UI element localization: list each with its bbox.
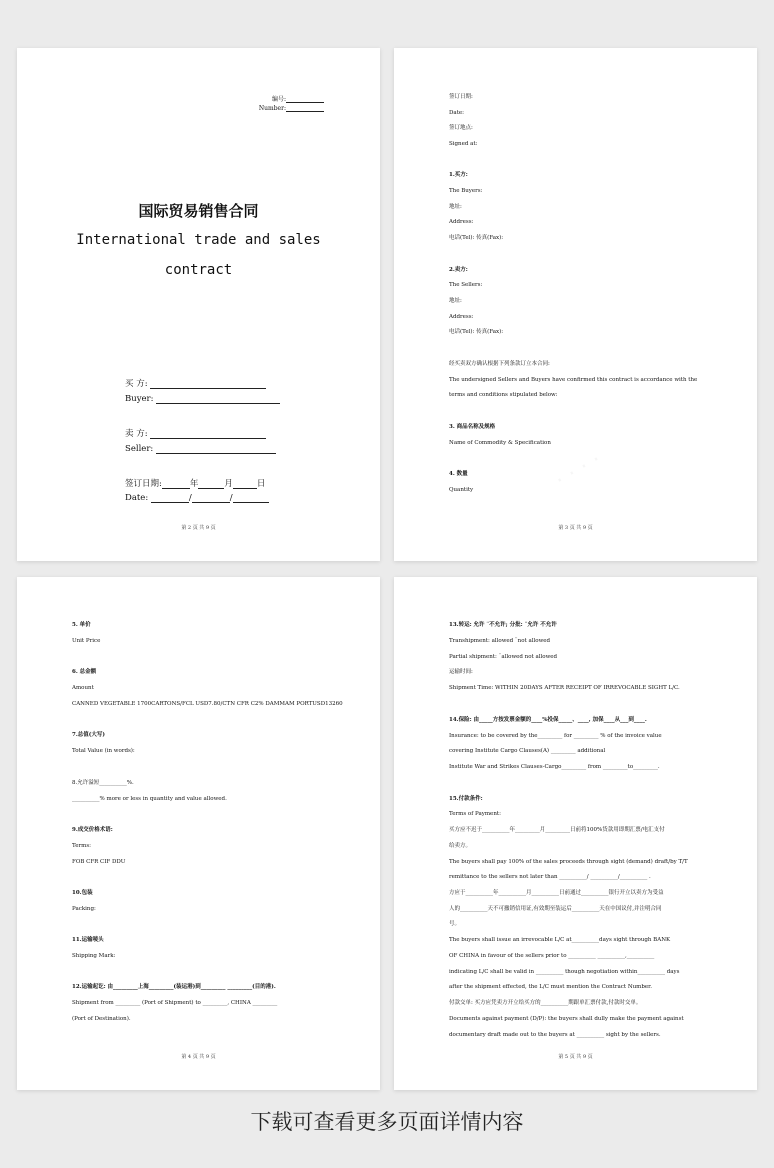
contract-text-line: OF CHINA in favour of the sellers prior to __________ __________,__________ [449,953,655,959]
month-label: 月 [224,479,233,489]
seller-cn-row [125,427,266,439]
contract-text-line: Shipment from _________ (Port of Shipment) to _________, CHINA _________ [72,1000,278,1006]
contract-text-line: 电话(Tel): 传真(Fax): [449,329,504,335]
contract-text-line: 电话(Tel): 传真(Fax): [449,235,504,241]
date-cn-row [125,477,265,489]
contract-text-line: 人的__________天不可撤销信用证,有效期至装运后__________天在中国议付,并注明合同 [449,906,662,912]
contract-text-line: 签订地点: [449,125,473,131]
contract-text-line: 运输时间: [449,669,473,675]
contract-text-line: Address: [449,219,474,225]
contract-text-line: The Sellers: [449,282,483,288]
contract-text-line: 给卖方。 [449,843,472,849]
download-more-caption[interactable]: 下载可查看更多页面详情内容 [250,1110,524,1134]
page-footer: 第 3 页 共 9 页 [558,525,593,531]
contract-text-line: 地址: [449,204,462,210]
contract-text-line: 2.卖方: [449,267,468,273]
seller-en-row [125,444,276,454]
contract-text-line: Unit Price [72,638,101,644]
contract-text-line: indicating L/C shall be valid in __________ though negotiation within__________ days [449,969,680,975]
contract-text-line: Address: [449,314,474,320]
contract-text-line: 买方应不迟于__________年_________月_________日前将100%货款用即期汇票/电汇支付 [449,827,665,833]
contract-number-blank [286,102,324,103]
contract-text-line: CANNED VEGETABLE 1700CARTONS/FCL USD7.80/CTN CFR C2% DAMMAM PORTUSD13260 [72,701,343,707]
contract-text-line: Insurance: to be covered by the_________ for _________ % of the invoice value [449,733,662,739]
contract-text-line: __________% more or less in quantity and value allowed. [72,796,227,802]
contract-text-line: 6. 总金额 [72,669,97,675]
contract-text-line: 地址: [449,298,462,304]
contract-text-line: FOB CFR CIF DDU [72,859,126,865]
contract-text-line: Packing: [72,906,96,912]
contract-text-line: 3. 商品名称及规格 [449,424,496,430]
contract-text-line: Transhipment: allowed ¨not allowed [449,638,551,644]
buyer-blank [150,388,266,389]
contract-text-line: 经买卖双方确认根据下列条款订立本合同: [449,361,550,367]
contract-page-2 [394,48,757,561]
contract-cover-page [17,48,380,561]
contract-number-cn-row [272,94,324,103]
contract-text-line: Date: [449,110,465,116]
contract-page-4 [394,577,757,1090]
year-label: 年 [189,479,199,489]
buyer-cn-row [125,377,266,389]
day-label: 日 [256,479,266,489]
contract-number-en-row [259,105,324,112]
contract-text-line: The buyers shall pay 100% of the sales proceeds through sight (demand) draft/by T/T [449,859,688,865]
contract-text-line: Partial shipment: ¨allowed not allowed [449,654,558,660]
contract-text-line: The buyers shall issue an irrevocable L/C at__________days sight through BANK [449,937,671,943]
date-label-cn: 签订日期: [125,479,162,489]
contract-text-line: Amount [72,685,94,691]
contract-number-label: 编号: [271,96,286,103]
contract-text-line: The Buyers: [449,188,483,194]
title-english-line2: contract [164,262,233,278]
buyer-en-blank [156,403,280,404]
page-footer: 第 5 页 共 9 页 [558,1054,593,1060]
seller-label-cn: 卖 方: [125,429,148,439]
date-separator: / [229,493,233,503]
contract-text-line: Shipment Time: WITHIN 20DAYS AFTER RECEIPT OF IRREVOCABLE SIGHT L/C. [449,685,680,691]
contract-text-line: terms and conditions stipulated below: [449,392,558,398]
buyer-en-row [125,394,280,404]
contract-text-line: 5. 单价 [72,622,91,628]
contract-page-3 [17,577,380,1090]
contract-text-line: Shipping Mark: [72,953,116,959]
date-separator: / [188,493,192,503]
contract-text-line: Total Value (in words): [72,748,135,754]
contract-text-line: documentary draft made out to the buyers at __________ sight by the sellers. [449,1032,661,1038]
contract-number-en-blank [286,111,324,112]
title-chinese: 国际贸易销售合同 [138,202,259,220]
seller-label-en: Seller: [125,444,154,454]
title-english-line1: International trade and sales [76,232,321,248]
watermark [551,447,606,493]
contract-text-line: 10.包装 [72,890,93,896]
contract-text-line: Terms: [72,843,92,849]
contract-text-line: Signed at: [449,141,478,147]
contract-text-line: Documents against payment (D/P): the buyers shall dully make the payment against [449,1016,684,1022]
contract-text-line: 15.付款条件: [449,796,483,802]
contract-text-line: 13.转运: 允许 ¨不允许; 分批: ¨允许 不允许 [449,622,557,628]
buyer-label-en: Buyer: [125,394,154,404]
contract-text-line: 号。 [449,921,461,927]
contract-text-line: 12.运输起讫: 由_________上海_________(装运港)到_________ _________(目的港). [72,984,276,990]
page-footer: 第 2 页 共 9 页 [181,525,216,531]
contract-number-label-en: Number: [258,105,286,112]
contract-text-line: (Port of Destination). [72,1016,131,1022]
contract-text-line: 方应于__________年__________月__________日前通过__________银行开立以卖方为受益 [449,890,664,896]
contract-text-line: after the shipment effected, the L/C must mention the Contract Number. [449,984,652,990]
date-label-en: Date: [125,493,149,503]
seller-blank [150,438,266,439]
contract-text-line: remittance to the sellers not later than __________/ __________/__________ . [449,874,651,880]
contract-text-line: Name of Commodity & Specification [449,440,551,446]
contract-text-line: 1.买方: [449,172,468,178]
contract-text-line: 7.总值(大写) [72,732,105,738]
contract-text-line: 11.运输唛头 [72,937,104,943]
contract-text-line: 9.成交价格术语: [72,827,113,833]
seller-en-blank [156,453,276,454]
contract-text-line: 4. 数量 [449,471,468,477]
page-footer: 第 4 页 共 9 页 [181,1054,216,1060]
contract-text-line: 14.保险: 由_____方按发票金额的____%投保_____、____, 加保____从___到____. [449,717,647,723]
contract-text-line: covering Institute Cargo Clauses(A) _________ additional [449,748,606,754]
contract-text-line: Institute War and Strikes Clauses-Cargo_________ from _________to_________. [449,764,660,770]
date-en-row [125,493,269,503]
contract-text-line: Quantity [449,487,474,493]
buyer-label-cn: 买 方: [125,379,148,389]
contract-text-line: 签订日期: [449,94,473,100]
contract-text-line: 8.允许溢短__________%. [72,780,134,786]
contract-text-line: Terms of Payment: [449,811,501,817]
contract-text-line: The undersigned Sellers and Buyers have confirmed this contract is accordance with the [449,377,698,383]
contract-text-line: 付款交单: 买方应凭卖方开立给买方的__________期跟单汇票付款,付款时交单。 [449,1000,642,1006]
